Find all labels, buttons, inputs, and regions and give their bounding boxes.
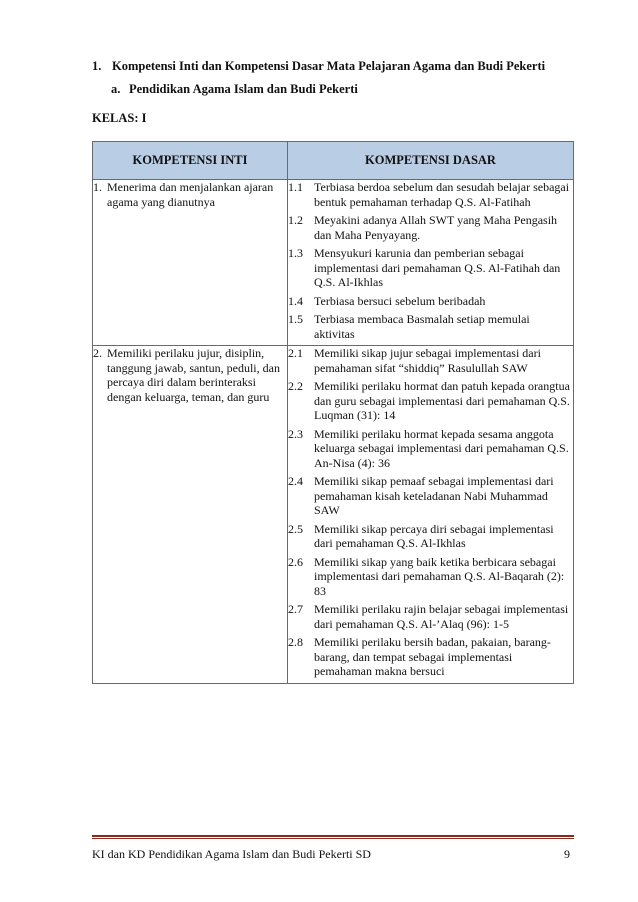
kd-text: Memiliki perilaku rajin belajar sebagai implementasi dari pemahaman Q.S. Al-’Alaq (96): 1-5	[314, 602, 569, 631]
subsection-title: Pendidikan Agama Islam dan Budi Pekerti	[129, 82, 358, 96]
kd-number: 1.5	[288, 312, 303, 326]
kd-text: Memiliki perilaku bersih badan, pakaian, barang-barang, dan tempat sebagai implementasi pemahaman makna bersuci	[314, 635, 551, 678]
kd-cell	[288, 346, 574, 684]
kd-number: 2.3	[288, 426, 303, 441]
kd-number: 1.1	[288, 180, 303, 194]
kd-item	[288, 474, 573, 518]
ki-text: Memiliki perilaku jujur, disiplin, tanggung jawab, santun, peduli, dan percaya diri dalam berinteraksi dengan keluarga, teman, dan guru	[107, 346, 280, 404]
kd-number: 2.5	[288, 521, 303, 536]
kd-number: 2.4	[288, 474, 303, 488]
header-kompetensi-dasar: KOMPETENSI DASAR	[288, 142, 574, 180]
kd-item	[288, 346, 573, 375]
table-row	[93, 346, 574, 684]
kd-item	[288, 180, 573, 209]
ki-item	[93, 180, 287, 209]
footer-divider-thin	[92, 838, 574, 839]
footer-divider	[92, 835, 574, 837]
section-title: Kompetensi Inti dan Kompetensi Dasar Mata Pelajaran Agama dan Budi Pekerti	[112, 59, 546, 73]
kd-text: Terbiasa membaca Basmalah setiap memulai aktivitas	[314, 312, 530, 341]
ki-number: 2.	[93, 346, 102, 360]
footer-title: KI dan KD Pendidikan Agama Islam dan Budi Pekerti SD	[92, 847, 371, 861]
kd-item	[288, 635, 573, 679]
kd-item	[288, 379, 573, 423]
table-header-row	[93, 142, 574, 180]
kd-text: Memiliki sikap jujur sebagai implementasi dari pemahaman sifat “shiddiq” Rasulullah SAW	[314, 346, 541, 375]
kd-text: Memiliki sikap pemaaf sebagai implementasi dari pemahaman kisah keteladanan Nabi Muhammad SAW	[314, 474, 554, 517]
kd-item	[288, 213, 573, 242]
section-heading	[92, 59, 545, 74]
competency-table	[92, 141, 574, 684]
kd-text: Mensyukuri karunia dan pemberian sebagai implementasi dari pemahaman Q.S. Al-Fatihah dan Q.S. Al-Ikhlas	[314, 246, 561, 289]
kd-item	[288, 312, 573, 341]
ki-text: Menerima dan menjalankan ajaran agama yang dianutnya	[107, 180, 274, 209]
kd-text: Meyakini adanya Allah SWT yang Maha Pengasih dan Maha Penyayang.	[314, 213, 558, 242]
kd-number: 1.4	[288, 293, 303, 308]
kd-item	[288, 602, 573, 631]
subsection-number: a.	[111, 82, 121, 96]
kd-text: Memiliki perilaku hormat kepada sesama anggota keluarga sebagai implementasi dari pemahaman Q.S. An-Nisa (4): 36	[314, 426, 569, 470]
table-row	[93, 180, 574, 346]
section-number: 1.	[92, 59, 102, 73]
ki-cell	[93, 180, 288, 346]
kd-number: 1.2	[288, 213, 303, 227]
kd-text: Terbiasa bersuci sebelum beribadah	[314, 293, 486, 308]
kd-text: Memiliki sikap percaya diri sebagai implementasi dari pemahaman Q.S. Al-Ikhlas	[314, 521, 554, 550]
kd-number: 2.8	[288, 635, 303, 649]
kd-text: Memiliki sikap yang baik ketika berbicara sebagai implementasi dari pemahaman Q.S. Al-Baqarah (2): 83	[314, 554, 565, 598]
kd-number: 2.1	[288, 346, 303, 360]
kd-item	[288, 555, 573, 599]
kd-item	[288, 522, 573, 551]
kd-item	[288, 246, 573, 290]
kd-text: Memiliki perilaku hormat dan patuh kepada orangtua dan guru sebagai implementasi dari pemahaman Q.S. Luqman (31): 14	[314, 379, 570, 422]
ki-item	[93, 346, 287, 404]
kd-item	[288, 427, 573, 471]
kd-item	[288, 294, 573, 309]
kd-number: 1.3	[288, 246, 303, 260]
kd-number: 2.7	[288, 602, 303, 616]
ki-number: 1.	[93, 180, 102, 194]
kd-text: Terbiasa berdoa sebelum dan sesudah belajar sebagai bentuk pemahaman terhadap Q.S. Al-Fatihah	[314, 180, 570, 209]
header-kompetensi-inti: KOMPETENSI INTI	[93, 142, 288, 180]
class-label: KELAS: I	[92, 111, 147, 125]
kd-number: 2.6	[288, 554, 303, 569]
kd-cell	[288, 180, 574, 346]
kd-number: 2.2	[288, 379, 303, 393]
page-number: 9	[564, 847, 570, 861]
ki-cell	[93, 346, 288, 684]
subsection-heading	[111, 82, 358, 97]
